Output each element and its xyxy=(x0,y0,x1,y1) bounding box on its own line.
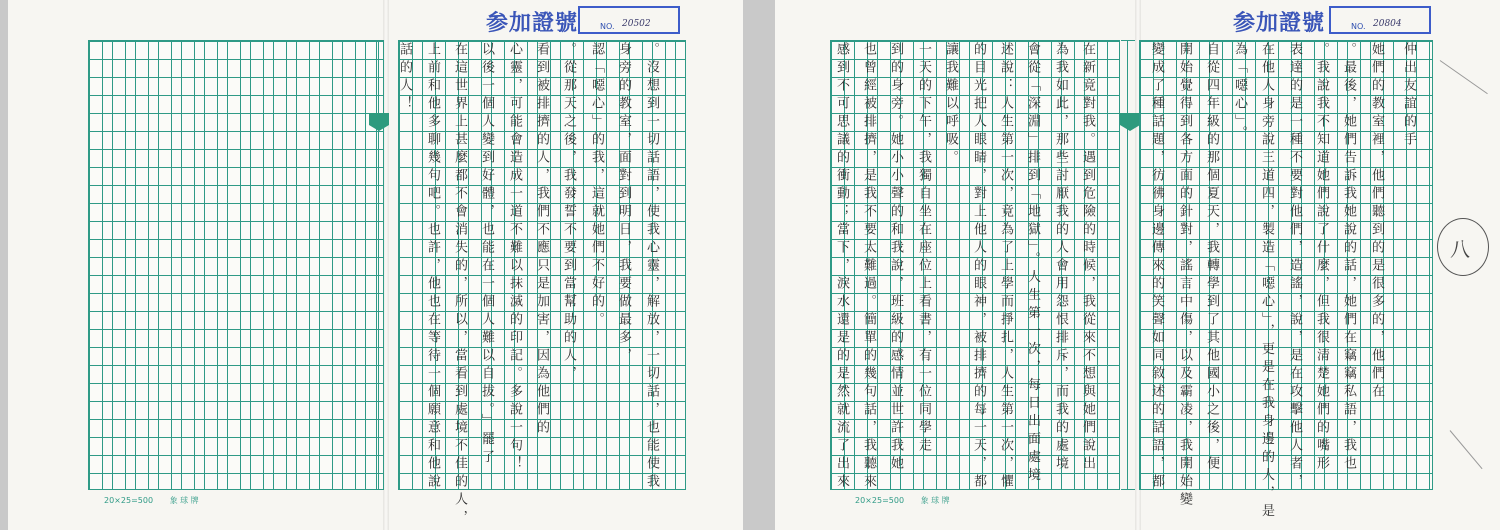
grid-gutter xyxy=(1121,40,1135,490)
essay-column: 身旁的教室，面對到明日，我要做最多， xyxy=(616,42,631,366)
essay-column: 話的人！ xyxy=(397,42,412,114)
essay-column: 表達的是一種不要對他們，造謠，說，是在攻擊他人者， xyxy=(1287,42,1302,492)
participant-id-box xyxy=(1329,6,1431,34)
essay-column: 在他人身旁說三道四，製造「噁心」，更是在我身邊的人，是 xyxy=(1259,42,1274,522)
grader-mark-text: 八 xyxy=(1450,237,1470,261)
participant-id-label: NO. xyxy=(600,22,615,31)
essay-column: 。最後，她們告訴我她說的話，她們在竊竊私語，我也 xyxy=(1341,42,1356,474)
grid-size-label: 20×25=500 xyxy=(104,496,154,505)
essay-column: 開始覺得到各方面的針對，謠言中傷，以及霸凌，我開始變 xyxy=(1177,42,1192,510)
essay-column: 會從「深淵」排到「地獄」。人生第一次，每日出面處境 xyxy=(1025,42,1040,486)
essay-column: 看到被排擠的人，我們不應只是加害，因為他們的 xyxy=(534,42,549,438)
essay-column: 以後一個人變到好體，也能在一個人難以自拔。」罷了 xyxy=(479,42,494,468)
paper-footer xyxy=(104,495,213,506)
essay-column: 自從四年級的那個夏天，我轉學到了其他國小之後，便 xyxy=(1204,42,1219,474)
essay-column: 也曾經被排擠，是我不要太難過。簡單的幾句話，我聽來 xyxy=(861,42,876,492)
essay-column: 。從那天之後，我發誓不要到當幫助的人， xyxy=(561,42,576,384)
essay-column: 讓我難以呼吸。 xyxy=(943,42,958,168)
paper-brand-label: 象 球 牌 xyxy=(169,496,199,505)
paper-footer xyxy=(855,495,964,506)
essay-column: 她們的教室裡，他們聽到的是很多的，他們在 xyxy=(1369,42,1384,402)
essay-column: 到的身旁。她小小聲的和我說，班級的感情並世許我她 xyxy=(888,42,903,474)
participant-id-label: NO. xyxy=(1351,22,1366,31)
essay-column: 為我如此，那些討厭我的人會用怨恨排斥，而我的處境 xyxy=(1053,42,1068,474)
writing-grid-blank xyxy=(88,40,384,490)
paper-brand-label: 象 球 牌 xyxy=(920,496,950,505)
essay-column: 仲出友誼的手 xyxy=(1401,42,1416,150)
essay-column: 心靈，可能會造成一道不難以抹滅的印記。多說一句！ xyxy=(507,42,522,474)
essay-column: 一天的下午，我獨自坐在座位上看書，有一位同學走 xyxy=(916,42,931,456)
essay-column: 為「噁心」。 xyxy=(1232,42,1247,144)
essay-column: 感到不可思議的衝動；當下，淚水還是的是然就流了出來 xyxy=(834,42,849,492)
essay-column: 在新竟對我。遇到危險的時候，我從來不想與她們說出 xyxy=(1080,42,1095,474)
participant-id-box xyxy=(578,6,680,34)
participant-id-number: 20502 xyxy=(622,19,651,29)
participant-id-title: 参加證號 xyxy=(486,10,579,36)
participant-id-number: 20804 xyxy=(1373,19,1402,29)
participant-id-title: 参加證號 xyxy=(1233,10,1326,36)
essay-sheet-right xyxy=(775,0,1500,530)
essay-column: 認「噁心」的我，這就她們不好的。 xyxy=(589,42,604,330)
essay-column: 述說：人生第一次，竟為了上學而掙扎，人生第一次，懼 xyxy=(998,42,1013,492)
essay-column: 。我說我不知道她們說了什麼，但我很清楚她們的嘴形 xyxy=(1314,42,1329,474)
essay-column: 上前和他多聊幾句吧。也許，他也在等待一個願意和他說 xyxy=(425,42,440,492)
grid-size-label: 20×25=500 xyxy=(855,496,905,505)
bookmark-marker xyxy=(369,113,389,125)
grader-mark-circle xyxy=(1437,218,1489,276)
essay-sheet-left xyxy=(8,0,743,530)
essay-column: 的目光把人眼睛，對上他人的眼神，被排擠的每一天，都 xyxy=(971,42,986,492)
essay-column: 在這世界上甚麼都不會消失的，所以，當看到處境不佳的人， xyxy=(452,42,467,528)
essay-column: 變成了種話題，彷彿身邊傳來的笑聲如同敘述的話語，都 xyxy=(1149,42,1164,492)
bookmark-marker xyxy=(1120,113,1140,125)
essay-column: 。沒想到一切話語，使我心靈，解放，一切話，也能使我 xyxy=(644,42,659,492)
grid-gutter xyxy=(370,40,384,490)
